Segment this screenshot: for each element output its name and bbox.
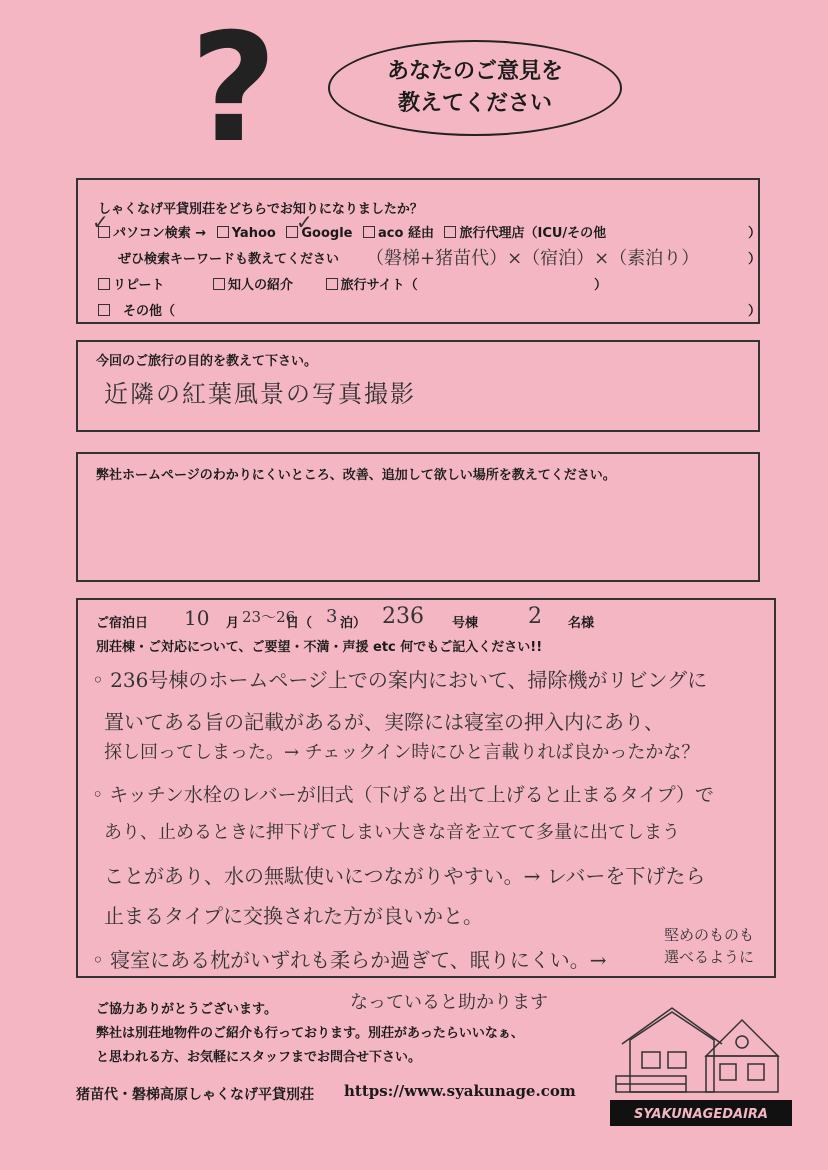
- checkbox-friend[interactable]: [213, 278, 225, 290]
- q4-prompt: 別荘棟・ご対応について、ご要望・不満・声援 etc 何でもご記入ください!!: [96, 640, 543, 655]
- q1-repeat-row: [98, 274, 418, 293]
- check-mark-icon: ✓: [296, 210, 313, 234]
- close-paren-3: ）: [748, 304, 762, 319]
- logo-text: SYAKUNAGEDAIRA: [633, 1107, 769, 1122]
- checkbox-other[interactable]: [98, 304, 110, 316]
- close-paren-2: ）: [594, 278, 608, 293]
- opt-yahoo: Yahoo: [231, 226, 276, 241]
- checkbox-travel-site[interactable]: [326, 278, 338, 290]
- footer-thanks: ご協力ありがとうございます。: [96, 1002, 277, 1017]
- q3-question: 弊社ホームページのわかりにくいところ、改善、追加して欲しい場所を教えてください。: [96, 468, 616, 483]
- q1-other-row: [98, 300, 175, 319]
- comment-note-top: 堅めのものも: [664, 926, 755, 944]
- opt-google: Google: [301, 226, 353, 241]
- guests-label: 名様: [568, 616, 595, 631]
- company-name: 猪苗代・磐梯高原しゃくなげ平貸別荘: [76, 1087, 314, 1103]
- checkbox-aco[interactable]: [363, 226, 375, 238]
- keyword-label: ぜひ検索キーワードも教えてください: [118, 252, 340, 267]
- close-paren-1b: ）: [748, 252, 762, 267]
- bubble-line-1: あなたのご意見を: [386, 59, 563, 84]
- month-label: 月: [226, 616, 240, 631]
- question-mark-icon: ?: [190, 2, 278, 176]
- comment-line: ◦ 寝室にある枕がいずれも柔らか過ぎて、眠りにくい。→: [92, 948, 607, 972]
- house-logo-icon: [602, 1000, 798, 1138]
- checkbox-agency[interactable]: [444, 226, 456, 238]
- nights-label: 泊）: [340, 616, 367, 631]
- search-label: パソコン検索 →: [113, 226, 207, 241]
- stay-days: 23〜26: [242, 608, 296, 626]
- stay-nights: 3: [326, 606, 338, 627]
- comment-line: 止まるタイプに交換された方が良いかと。: [104, 904, 483, 928]
- guests-count: 2: [528, 604, 542, 629]
- keyword-answer: （磐梯+猪苗代）×（宿泊）×（素泊り）: [366, 248, 700, 269]
- comment-line: 探し回ってしまった。→ チェックイン時にひと言載りれば良かったかな？: [104, 742, 700, 763]
- opt-friend: 知人の紹介: [228, 278, 294, 293]
- q2-question: 今回のご旅行の目的を教えて下さい。: [96, 354, 318, 369]
- opt-aco: aco 経由: [378, 226, 434, 241]
- check-mark-icon: ✓: [92, 210, 109, 234]
- comment-line: ◦ 236号棟のホームページ上での案内において、掃除機がリビングに: [92, 668, 708, 692]
- day-label: 日（: [286, 616, 313, 631]
- checkbox-repeat[interactable]: [98, 278, 110, 290]
- comment-line: ◦ キッチン水栓のレバーが旧式（下げると出て上げると止まるタイプ）で: [92, 784, 714, 806]
- company-url[interactable]: https://www.syakunage.com: [344, 1082, 576, 1100]
- comment-line: あり、止めるときに押下げてしまい大きな音を立てて多量に出てしまう: [104, 822, 680, 843]
- close-paren-1: ）: [748, 226, 762, 241]
- opt-travel-site: 旅行サイト（: [340, 278, 418, 293]
- comment-line: ことがあり、水の無駄使いにつながりやすい。→ レバーを下げたら: [104, 864, 706, 888]
- checkbox-yahoo[interactable]: [217, 226, 229, 238]
- q1-search-row: [98, 222, 606, 241]
- building-number: 236: [382, 604, 424, 629]
- comment-note-mid: 選べるように: [664, 948, 755, 966]
- opt-other: その他（: [123, 304, 176, 319]
- q2-answer: 近隣の紅葉風景の写真撮影: [104, 380, 416, 408]
- opt-agency: 旅行代理店（ICU/その他: [459, 226, 607, 241]
- bubble-line-2: 教えてください: [397, 91, 552, 116]
- comment-note-bottom: なっていると助かります: [350, 992, 548, 1013]
- q1-question: しゃくなげ平貸別荘をどちらでお知りになりましたか？: [98, 202, 423, 217]
- opt-repeat: リピート: [113, 278, 165, 293]
- stay-month: 10: [184, 606, 210, 630]
- speech-bubble: [328, 40, 622, 136]
- stay-label: ご宿泊日: [96, 616, 149, 631]
- building-label: 号棟: [452, 616, 479, 631]
- comment-line: 置いてある旨の記載があるが、実際には寝室の押入内にあり、: [104, 710, 664, 734]
- footer-line-3: と思われる方、お気軽にスタッフまでお問合せ下さい。: [96, 1050, 422, 1065]
- footer-line-2: 弊社は別荘地物件のご紹介も行っております。別荘があったらいいなぁ、: [96, 1026, 524, 1041]
